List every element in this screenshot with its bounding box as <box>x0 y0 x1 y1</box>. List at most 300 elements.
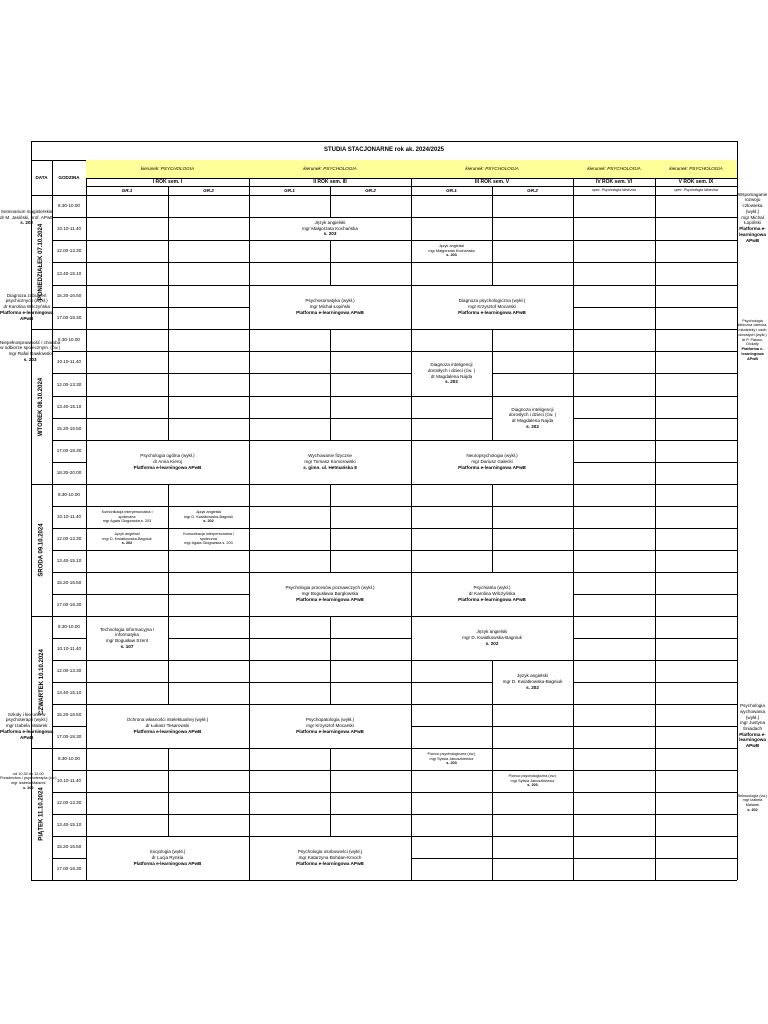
grid-line-h <box>168 351 249 352</box>
cell-text: mgr Krzysztof Mocarski <box>306 723 354 729</box>
cell-text: 12.00-13.30 <box>56 800 82 806</box>
cell-text: Diagnoza psychologiczna (wykł.) <box>458 298 526 304</box>
cell-text: Psychiatria (wykł.) <box>473 585 511 591</box>
cell-text: III ROK sem. V <box>474 178 510 185</box>
class-entry <box>86 440 249 484</box>
cell-text: mgr Bogusław Szent <box>105 638 149 643</box>
time-slot <box>52 616 86 638</box>
time-slot <box>52 307 86 329</box>
cell-text: GODZINA <box>58 174 80 180</box>
time-slot <box>52 594 86 616</box>
grid-line-h <box>573 704 655 705</box>
cell-text: 13.40-15.10 <box>56 404 82 410</box>
cell-text: Język angielski <box>114 531 140 536</box>
grid-line-h <box>411 858 492 859</box>
cell-text: s. 202 <box>23 785 34 790</box>
time-slot <box>52 528 86 550</box>
grid-line-h <box>655 836 737 837</box>
time-slot <box>52 660 86 682</box>
grid-line-h <box>249 396 330 397</box>
grid-line-v <box>168 550 169 572</box>
grid-line-h <box>249 660 330 661</box>
grid-line-h <box>86 814 168 815</box>
cell-text: 12.00-13.30 <box>56 381 82 387</box>
grid-line-v <box>330 351 331 373</box>
class-entry <box>86 528 168 550</box>
cell-text: mgr Małgorzata Kochańska <box>428 248 475 253</box>
class-entry <box>737 792 768 814</box>
cell-text: młodzieży i osób dorosłych (wykł.) <box>738 328 767 337</box>
class-entry <box>0 285 53 329</box>
grid-line-v <box>492 351 493 373</box>
cell-text: Psychologia kliniczna dziecka, <box>737 318 768 328</box>
cell-text: Psychosomatyka (wykł.) <box>305 298 355 304</box>
cell-text: DATA <box>35 174 48 180</box>
cell-text: Szkoły i kierunki w <box>7 711 46 717</box>
grid-line-h <box>573 836 655 837</box>
cell-text: 17.00-18.30 <box>56 315 82 321</box>
cell-text: kierunek: PSYCHOLOGIA <box>140 166 195 172</box>
cell-text: mgr Agata Głogowska s. 203 <box>184 541 233 546</box>
cell-text: (wykł.) <box>745 714 760 720</box>
cell-text: mgr Tomasz Komorowski <box>304 459 356 465</box>
grid-line-h <box>655 217 737 218</box>
cell-text: STUDIA STACJONARNE rok ak. 2024/2025 <box>323 146 445 153</box>
cell-text: informatyka <box>115 632 139 638</box>
grid-line-h <box>573 307 655 308</box>
cell-text: APwB <box>745 237 760 243</box>
cell-text: 8.30-10.00 <box>58 756 80 762</box>
grid-line-h <box>249 418 330 419</box>
grid-line-h <box>492 240 573 241</box>
grid-line-h <box>249 682 330 683</box>
grid-line-v <box>330 484 331 506</box>
grid-line-h <box>168 307 249 308</box>
class-entry <box>249 572 411 616</box>
cell-text: 17.00-18.30 <box>56 734 82 740</box>
cell-text: Psychopatologia (wykł.) <box>305 717 355 723</box>
cell-text: mgr Katarzyna Bohdan-Kmoch <box>298 855 362 861</box>
cell-text: mgr Bogusława Bargłowska <box>301 591 359 597</box>
cell-text: Pomoc psychologiczna (ćw.) <box>508 773 557 778</box>
cell-text: mgr Rafał Gawłowski <box>8 351 52 356</box>
cell-text: spec. Psychologia kliniczna <box>592 188 636 193</box>
grid-line-v <box>411 160 412 880</box>
class-entry <box>0 770 57 792</box>
header-group <box>492 186 573 195</box>
grid-line-h <box>573 285 655 286</box>
grid-line-h <box>655 770 737 771</box>
grid-line-h <box>168 660 249 661</box>
class-entry <box>86 836 249 880</box>
time-slot <box>52 726 86 748</box>
grid-line-h <box>168 396 249 397</box>
grid-line-v <box>249 160 250 880</box>
cell-text: V ROK sem. IX <box>678 178 714 185</box>
cell-text: spec. Psychologia kliniczna <box>674 188 718 193</box>
cell-text: 13.40-15.10 <box>56 270 82 276</box>
cell-text: dr P. Pałosz-Dickaty <box>741 337 764 347</box>
cell-text: mgr D. Kwiatkowska-Bagniuk <box>502 679 563 685</box>
cell-text: Diagnoza inteligencji <box>511 406 554 412</box>
cell-text: mgr Małgorzata Kochańska <box>302 225 358 231</box>
class-entry <box>492 396 573 440</box>
grid-line-h <box>655 262 737 263</box>
cell-text: 13.40-15.10 <box>56 558 82 564</box>
class-entry <box>411 616 573 660</box>
grid-line-v <box>492 240 493 262</box>
grid-line-v <box>168 748 169 770</box>
cell-text: CZWARTEK 10.10.2024 <box>38 649 45 715</box>
cell-text: 12.00-13.30 <box>56 668 82 674</box>
grid-line-v <box>737 141 738 880</box>
cell-text: dr Anna Kieroj <box>153 459 182 465</box>
grid-line-h <box>655 550 737 551</box>
grid-line-h <box>330 262 411 263</box>
cell-text: Platforma e-learningowa APwB <box>296 596 364 602</box>
grid-line-v <box>330 682 331 704</box>
cell-text: Ochrona własności intelektualnej (wykł.) <box>126 717 209 723</box>
cell-text: Język angielski <box>195 509 222 514</box>
cell-text: 13.40-15.10 <box>56 822 82 828</box>
time-slot <box>52 195 86 217</box>
cell-text: I ROK sem. I <box>152 178 183 185</box>
grid-line-h <box>573 440 655 441</box>
cell-text: mgr Izabela Malarek <box>742 798 763 807</box>
cell-text: 10.10-11.40 <box>56 359 82 365</box>
cell-text: WTOREK 08.10.2024 <box>38 377 45 436</box>
grid-line-h <box>655 462 737 463</box>
grid-line-h <box>411 704 492 705</box>
grid-line-h <box>330 792 411 793</box>
grid-line-h <box>655 704 737 705</box>
grid-line-h <box>573 506 655 507</box>
grid-line-h <box>492 217 573 218</box>
header-group <box>330 186 411 195</box>
cell-text: kierunek: PSYCHOLOGIA <box>465 166 519 172</box>
grid-line-v <box>168 329 169 351</box>
grid-line-v <box>168 814 169 836</box>
class-entry <box>249 285 411 329</box>
grid-line-h <box>86 594 168 595</box>
cell-text: Platforma e-learningowa <box>0 309 54 315</box>
grid-line-v <box>330 770 331 792</box>
grid-line-h <box>86 572 168 573</box>
class-entry <box>86 506 168 528</box>
grid-line-h <box>249 240 330 241</box>
cell-text: dr Karolina Wilczyńska <box>3 304 50 310</box>
grid-line-v <box>330 418 331 440</box>
grid-line-h <box>573 770 655 771</box>
grid-line-h <box>655 660 737 661</box>
cell-text: GR.2 <box>365 187 376 193</box>
grid-line-v <box>168 572 169 594</box>
cell-text: mgr Agata Głogowska s. 203 <box>102 519 152 524</box>
cell-text: Język angielski <box>517 673 548 679</box>
grid-line-h <box>492 373 573 374</box>
cell-text: dr Lucja Rynkia <box>151 855 184 861</box>
grid-line-h <box>411 792 492 793</box>
header-year <box>249 178 411 186</box>
cell-text: mgr Krzysztof Mocarski <box>468 304 516 310</box>
grid-line-v <box>330 240 331 262</box>
grid-line-v <box>330 373 331 396</box>
cell-text: 10.10-11.40 <box>56 646 82 652</box>
time-slot <box>52 572 86 594</box>
grid-line-h <box>86 660 168 661</box>
grid-line-v <box>330 329 331 351</box>
grid-line-h <box>492 528 573 529</box>
class-entry <box>411 240 492 262</box>
grid-line-h <box>86 285 168 286</box>
class-entry <box>0 195 53 240</box>
header-date <box>31 160 52 195</box>
grid-line-h <box>86 240 168 241</box>
grid-line-v <box>168 307 169 329</box>
grid-line-v <box>168 418 169 440</box>
cell-text: APwB <box>20 734 34 740</box>
cell-text: Technologia informacyjna i <box>99 626 155 632</box>
grid-line-v <box>330 814 331 836</box>
header-kierunek <box>86 160 249 178</box>
grid-line-h <box>330 814 411 815</box>
cell-text: Socjologia (wykł.) <box>149 849 186 855</box>
grid-line-h <box>330 528 411 529</box>
grid-line-h <box>330 506 411 507</box>
cell-text: Platforma e-learningowa APwB <box>296 860 364 866</box>
cell-text: 12.00-13.30 <box>56 248 82 254</box>
cell-text: 17.00-18.30 <box>56 866 82 872</box>
grid-line-h <box>168 770 249 771</box>
cell-text: od 10.30 do 12.00 <box>12 771 44 776</box>
grid-line-h <box>86 217 168 218</box>
grid-line-h <box>330 770 411 771</box>
cell-text: 12.00-13.30 <box>56 536 82 542</box>
grid-line-h <box>492 836 573 837</box>
cell-text: mgr D. Kwiatkowska-Bagniuk <box>183 514 234 519</box>
grid-line-h <box>492 550 573 551</box>
grid-line-h <box>86 792 168 793</box>
grid-line-h <box>655 418 737 419</box>
cell-text: Platforma e-learningowa APwB <box>133 728 202 734</box>
grid-line-h <box>330 351 411 352</box>
cell-text: dorosłych i dzieci (ćw. ) <box>508 412 557 418</box>
class-entry <box>737 318 768 361</box>
header-group <box>86 186 168 195</box>
cell-text: dr Magdalena Najda <box>511 418 554 423</box>
grid-line-h <box>86 682 168 683</box>
grid-line-h <box>330 396 411 397</box>
time-slot <box>52 836 86 858</box>
grid-line-v <box>492 704 493 726</box>
cell-text: kierunek: PSYCHOLOGIA <box>669 166 723 172</box>
header-year <box>573 178 655 186</box>
class-entry <box>249 217 411 240</box>
cell-text: s. 203 <box>446 761 457 766</box>
class-entry <box>737 191 768 243</box>
time-slot <box>52 506 86 528</box>
grid-line-v <box>492 792 493 814</box>
grid-line-v <box>492 506 493 528</box>
cell-text: 15.20-16.50 <box>56 844 82 850</box>
grid-line-v <box>168 195 169 217</box>
grid-line-v <box>168 240 169 262</box>
cell-text: człowieka (wykł.) <box>742 203 763 214</box>
grid-line-h <box>573 858 655 859</box>
grid-line-v <box>330 506 331 528</box>
grid-line-h <box>168 373 249 374</box>
grid-line-v <box>168 484 169 506</box>
grid-line-v <box>492 748 493 770</box>
grid-line-h <box>31 748 737 749</box>
grid-line-h <box>31 329 737 330</box>
header-kierunek <box>249 160 411 178</box>
cell-text: Platforma e-learningowa APwB <box>458 596 526 602</box>
grid-line-v <box>330 262 331 285</box>
cell-text: Platforma e-learningowa APwB <box>741 347 764 361</box>
cell-text: Platforma e-learningowa APwB <box>296 309 364 315</box>
cell-text: 8.30-10.00 <box>58 624 80 630</box>
grid-line-v <box>168 217 169 240</box>
cell-text: kierunek: PSYCHOLOGIA <box>303 166 357 172</box>
cell-text: społeczna <box>118 514 136 519</box>
cell-text: s. 203 <box>446 253 457 258</box>
time-slot <box>52 638 86 660</box>
cell-text: Psychologia osobowości (wykł.) <box>297 849 363 855</box>
cell-text: Platforma e-learningowa <box>739 226 766 237</box>
cell-text: APwB <box>745 743 760 749</box>
grid-line-v <box>492 528 493 550</box>
cell-text: IV ROK sem. VI <box>595 178 633 185</box>
grid-line-h <box>655 528 737 529</box>
cell-text: Wspomaganie rozwoju <box>737 191 768 203</box>
grid-line-v <box>330 748 331 770</box>
grid-line-h <box>168 240 249 241</box>
cell-text: Wychowanie fizyczne <box>308 453 352 459</box>
time-slot <box>52 217 86 240</box>
grid-line-v <box>168 396 169 418</box>
grid-line-h <box>411 396 492 397</box>
cell-text: 18.30-20.00 <box>56 470 82 476</box>
time-slot <box>52 770 86 792</box>
grid-line-v <box>492 814 493 836</box>
cell-text: dorosłych i dzieci (ćw. ) <box>427 367 476 373</box>
cell-text: II ROK sem. III <box>313 178 347 185</box>
cell-text: Język angielski <box>314 219 346 225</box>
cell-text: 8.30-10.00 <box>58 203 80 209</box>
grid-line-h <box>86 550 168 551</box>
class-entry <box>0 329 60 373</box>
grid-line-v <box>168 792 169 814</box>
cell-text: GR.1 <box>121 187 133 193</box>
cell-text: 10.10-11.40 <box>56 778 82 784</box>
time-slot <box>52 285 86 307</box>
header-year <box>86 178 249 186</box>
grid-line-h <box>573 396 655 397</box>
grid-line-v <box>492 484 493 506</box>
cell-text: GR.1 <box>284 187 295 193</box>
grid-line-h <box>411 660 492 661</box>
grid-line-h <box>655 240 737 241</box>
cell-text: ŚRODA 09.10.2024 <box>38 523 45 577</box>
cell-text: mgr D. Kwiatkowska-Bagniuk <box>102 536 152 541</box>
cell-text: kierunek: PSYCHOLOGIA <box>587 166 641 172</box>
cell-text: PIĄTEK 11.10.2024 <box>38 787 45 841</box>
grid-line-h <box>492 704 573 705</box>
grid-line-v <box>492 217 493 240</box>
cell-text: psychicznych (wykł.) <box>5 298 48 304</box>
header-spec <box>655 186 737 195</box>
cell-text: Platforma e-learningowa <box>0 728 54 734</box>
grid-line-h <box>411 770 492 771</box>
grid-line-h <box>655 594 737 595</box>
header-kierunek <box>573 160 655 178</box>
grid-line-h <box>168 262 249 263</box>
cell-text: Platforma e-learningowa APwB <box>458 309 526 315</box>
grid-line-h <box>492 506 573 507</box>
grid-line-v <box>492 195 493 217</box>
grid-line-h <box>86 770 168 771</box>
grid-line-v <box>330 550 331 572</box>
grid-line-h <box>330 638 411 639</box>
grid-line-v <box>492 726 493 748</box>
grid-line-h <box>655 726 737 727</box>
grid-line-v <box>492 550 493 572</box>
grid-line-h <box>573 572 655 573</box>
grid-line-h <box>168 792 249 793</box>
class-entry <box>249 836 411 880</box>
grid-line-h <box>655 858 737 859</box>
cell-text: Psychologia ogólna (wykł.) <box>140 453 195 459</box>
grid-line-h <box>168 217 249 218</box>
class-entry <box>249 704 411 748</box>
grid-line-h <box>655 396 737 397</box>
cell-text: Platforma e-learningowa <box>739 731 766 743</box>
grid-line-h <box>492 858 573 859</box>
grid-line-v <box>168 262 169 285</box>
class-entry <box>0 704 53 748</box>
grid-line-h <box>655 285 737 286</box>
cell-text: s. 203 <box>527 783 538 788</box>
grid-line-h <box>168 418 249 419</box>
cell-text: Niepełnosprawność i choroba <box>0 339 61 345</box>
grid-line-h <box>411 814 492 815</box>
grid-line-v <box>168 594 169 616</box>
grid-line-h <box>86 262 168 263</box>
page-title <box>31 141 737 160</box>
cell-text: mgr Sylwia Januszkiewicz <box>510 778 555 783</box>
grid-line-h <box>168 682 249 683</box>
grid-line-h <box>249 373 330 374</box>
grid-line-h <box>31 880 737 881</box>
cell-text: 8.30-10.00 <box>58 492 80 498</box>
grid-line-h <box>330 550 411 551</box>
grid-line-h <box>492 814 573 815</box>
grid-line-h <box>492 792 573 793</box>
class-entry <box>492 660 573 704</box>
grid-line-h <box>86 418 168 419</box>
grid-line-h <box>573 660 655 661</box>
cell-text: Platforma e-learningowa APwB <box>133 860 202 866</box>
header-group <box>411 186 492 195</box>
time-slot <box>52 748 86 770</box>
grid-line-h <box>86 307 168 308</box>
grid-line-h <box>573 240 655 241</box>
cell-text: s. 202 <box>526 684 539 690</box>
cell-text: GR.1 <box>446 187 457 193</box>
header-year <box>411 178 573 186</box>
time-slot <box>52 396 86 418</box>
